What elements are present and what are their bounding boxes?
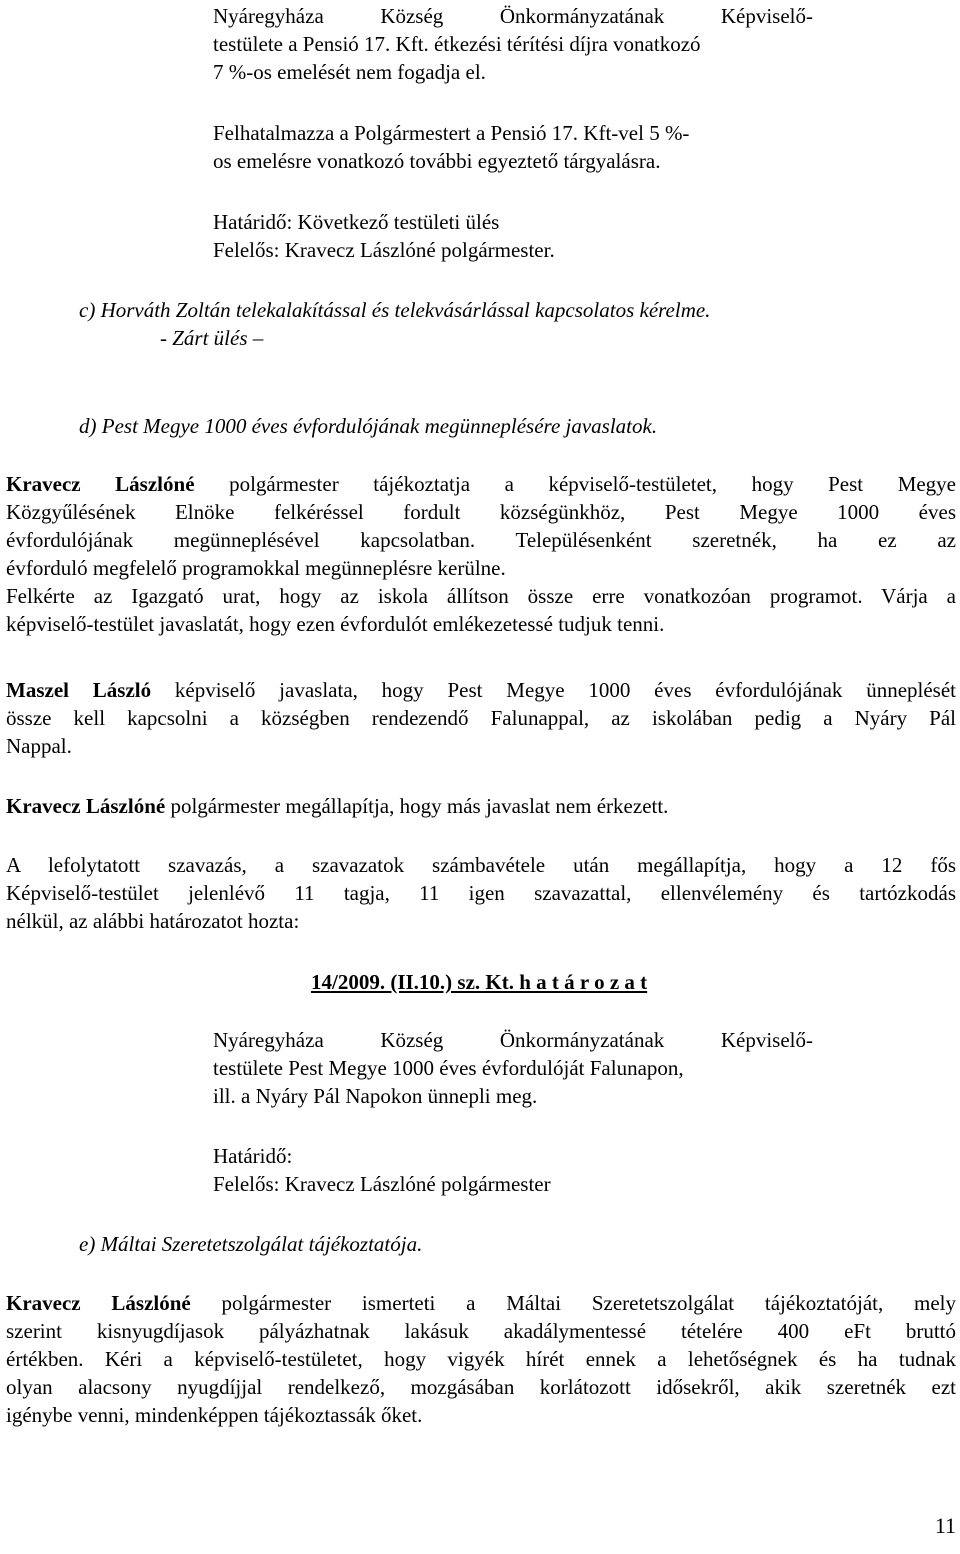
- resolution-title: 14/2009. (II.10.) sz. Kt. h a t á r o z a t: [311, 970, 648, 994]
- paragraph-line: olyan alacsony nyugdíjjal rendelkező, mozgásában korlátozott idősekről, akik szeretnék ezt: [6, 1375, 956, 1399]
- paragraph-text: polgármester megállapítja, hogy más javaslat nem érkezett.: [170, 794, 669, 818]
- paragraph-line: Képviselő-testület jelenlévő 11 tagja, 11 igen szavazattal, ellenvélemény és tartózkodás: [6, 881, 956, 905]
- paragraph-line: A lefolytatott szavazás, a szavazatok számbavétele után megállapítja, hogy a 12 fős: [6, 853, 956, 877]
- responsible-label: Felelős: Kravecz Lászlóné polgármester: [213, 1172, 551, 1196]
- paragraph-text: polgármester tájékoztatja a képviselő-testületet, hogy Pest Megye: [229, 472, 957, 496]
- paragraph-line: képviselő-testület javaslatát, hogy ezen évfordulót emlékezetessé tudjuk tenni.: [6, 612, 665, 636]
- paragraph-line: Felkérte az Igazgató urat, hogy az iskola állítson össze erre vonatkozóan programot. Várja a: [6, 584, 956, 608]
- paragraph-maltese-info: [6, 1289, 956, 1429]
- paragraph-line: évforduló megfelelő programokkal megünneplésre kerülne.: [6, 556, 506, 580]
- speaker-name: Maszel László: [6, 678, 152, 702]
- speaker-name: Kravecz Lászlóné: [6, 472, 195, 496]
- resolution-text-a: [213, 2, 813, 86]
- resolution-text-c: [213, 1026, 813, 1110]
- speaker-name: Kravecz Lászlóné: [6, 794, 166, 818]
- paragraph-mayor-info: [6, 470, 956, 638]
- paragraph-line: igénybe venni, mindenképpen tájékoztassák őket.: [6, 1403, 423, 1427]
- deadline-block-b: [213, 1142, 813, 1198]
- resolution-a-line3: 7 %-os emelését nem fogadja el.: [213, 60, 486, 84]
- paragraph-councillor-proposal: [6, 676, 956, 760]
- paragraph-text: képviselő javaslata, hogy Pest Megye 1000 éves évfordulójának ünneplését: [174, 678, 957, 702]
- closed-session-note: - Zárt ülés –: [160, 326, 264, 350]
- resolution-a-line2: testülete a Pensió 17. Kft. étkezési térítési díjra vonatkozó: [213, 32, 701, 56]
- resolution-c-line1: Nyáregyháza Község Önkormányzatának Képviselő-: [213, 1028, 813, 1052]
- paragraph-text: polgármester ismerteti a Máltai Szeretetszolgálat tájékoztatóját, mely: [221, 1291, 957, 1315]
- resolution-c-line2: testülete Pest Megye 1000 éves évfordulóját Falunapon,: [213, 1056, 684, 1080]
- resolution-c-line3: ill. a Nyáry Pál Napokon ünnepli meg.: [213, 1084, 538, 1108]
- resolution-b-line1: Felhatalmazza a Polgármestert a Pensió 17. Kft-vel 5 %-: [213, 121, 690, 145]
- deadline-block-a: [213, 208, 813, 264]
- paragraph-line: értékben. Kéri a képviselő-testületet, hogy vigyék hírét ennek a lehetőségnek és ha tudnak: [6, 1347, 956, 1371]
- paragraph-line: Közgyűlésének Elnöke felkéréssel fordult községünkhöz, Pest Megye 1000 éves: [6, 500, 956, 524]
- paragraph-vote-result: [6, 851, 956, 935]
- item-d-heading: d) Pest Megye 1000 éves évfordulójának megünneplésére javaslatok.: [79, 414, 658, 438]
- resolution-b-line2: os emelésre vonatkozó további egyeztető tárgyalásra.: [213, 149, 661, 173]
- paragraph-line: Nappal.: [6, 734, 72, 758]
- page-number: 11: [934, 1513, 956, 1538]
- paragraph-line: nélkül, az alábbi határozatot hozta:: [6, 909, 300, 933]
- item-e-heading: e) Máltai Szeretetszolgálat tájékoztatója.: [79, 1232, 423, 1256]
- responsible-label: Felelős: Kravecz Lászlóné polgármester.: [213, 238, 555, 262]
- paragraph-line: össze kell kapcsolni a községben rendezendő Falunappal, az iskolában pedig a Nyáry Pál: [6, 706, 956, 730]
- item-c-heading: c) Horváth Zoltán telekalakítással és telekvásárlással kapcsolatos kérelme.: [79, 298, 711, 322]
- deadline-label: Határidő: Következő testületi ülés: [213, 210, 500, 234]
- resolution-text-b: [213, 119, 813, 175]
- paragraph-mayor-conclusion: [6, 792, 956, 820]
- speaker-name: Kravecz Lászlóné: [6, 1291, 191, 1315]
- deadline-label: Határidő:: [213, 1144, 293, 1168]
- resolution-a-line1: Nyáregyháza Község Önkormányzatának Képviselő-: [213, 4, 813, 28]
- paragraph-line: szerint kisnyugdíjasok pályázhatnak lakásuk akadálymentessé tételére 400 eFt bruttó: [6, 1319, 956, 1343]
- paragraph-line: évfordulójának megünneplésével kapcsolatban. Településenként szeretnék, ha ez az: [6, 528, 956, 552]
